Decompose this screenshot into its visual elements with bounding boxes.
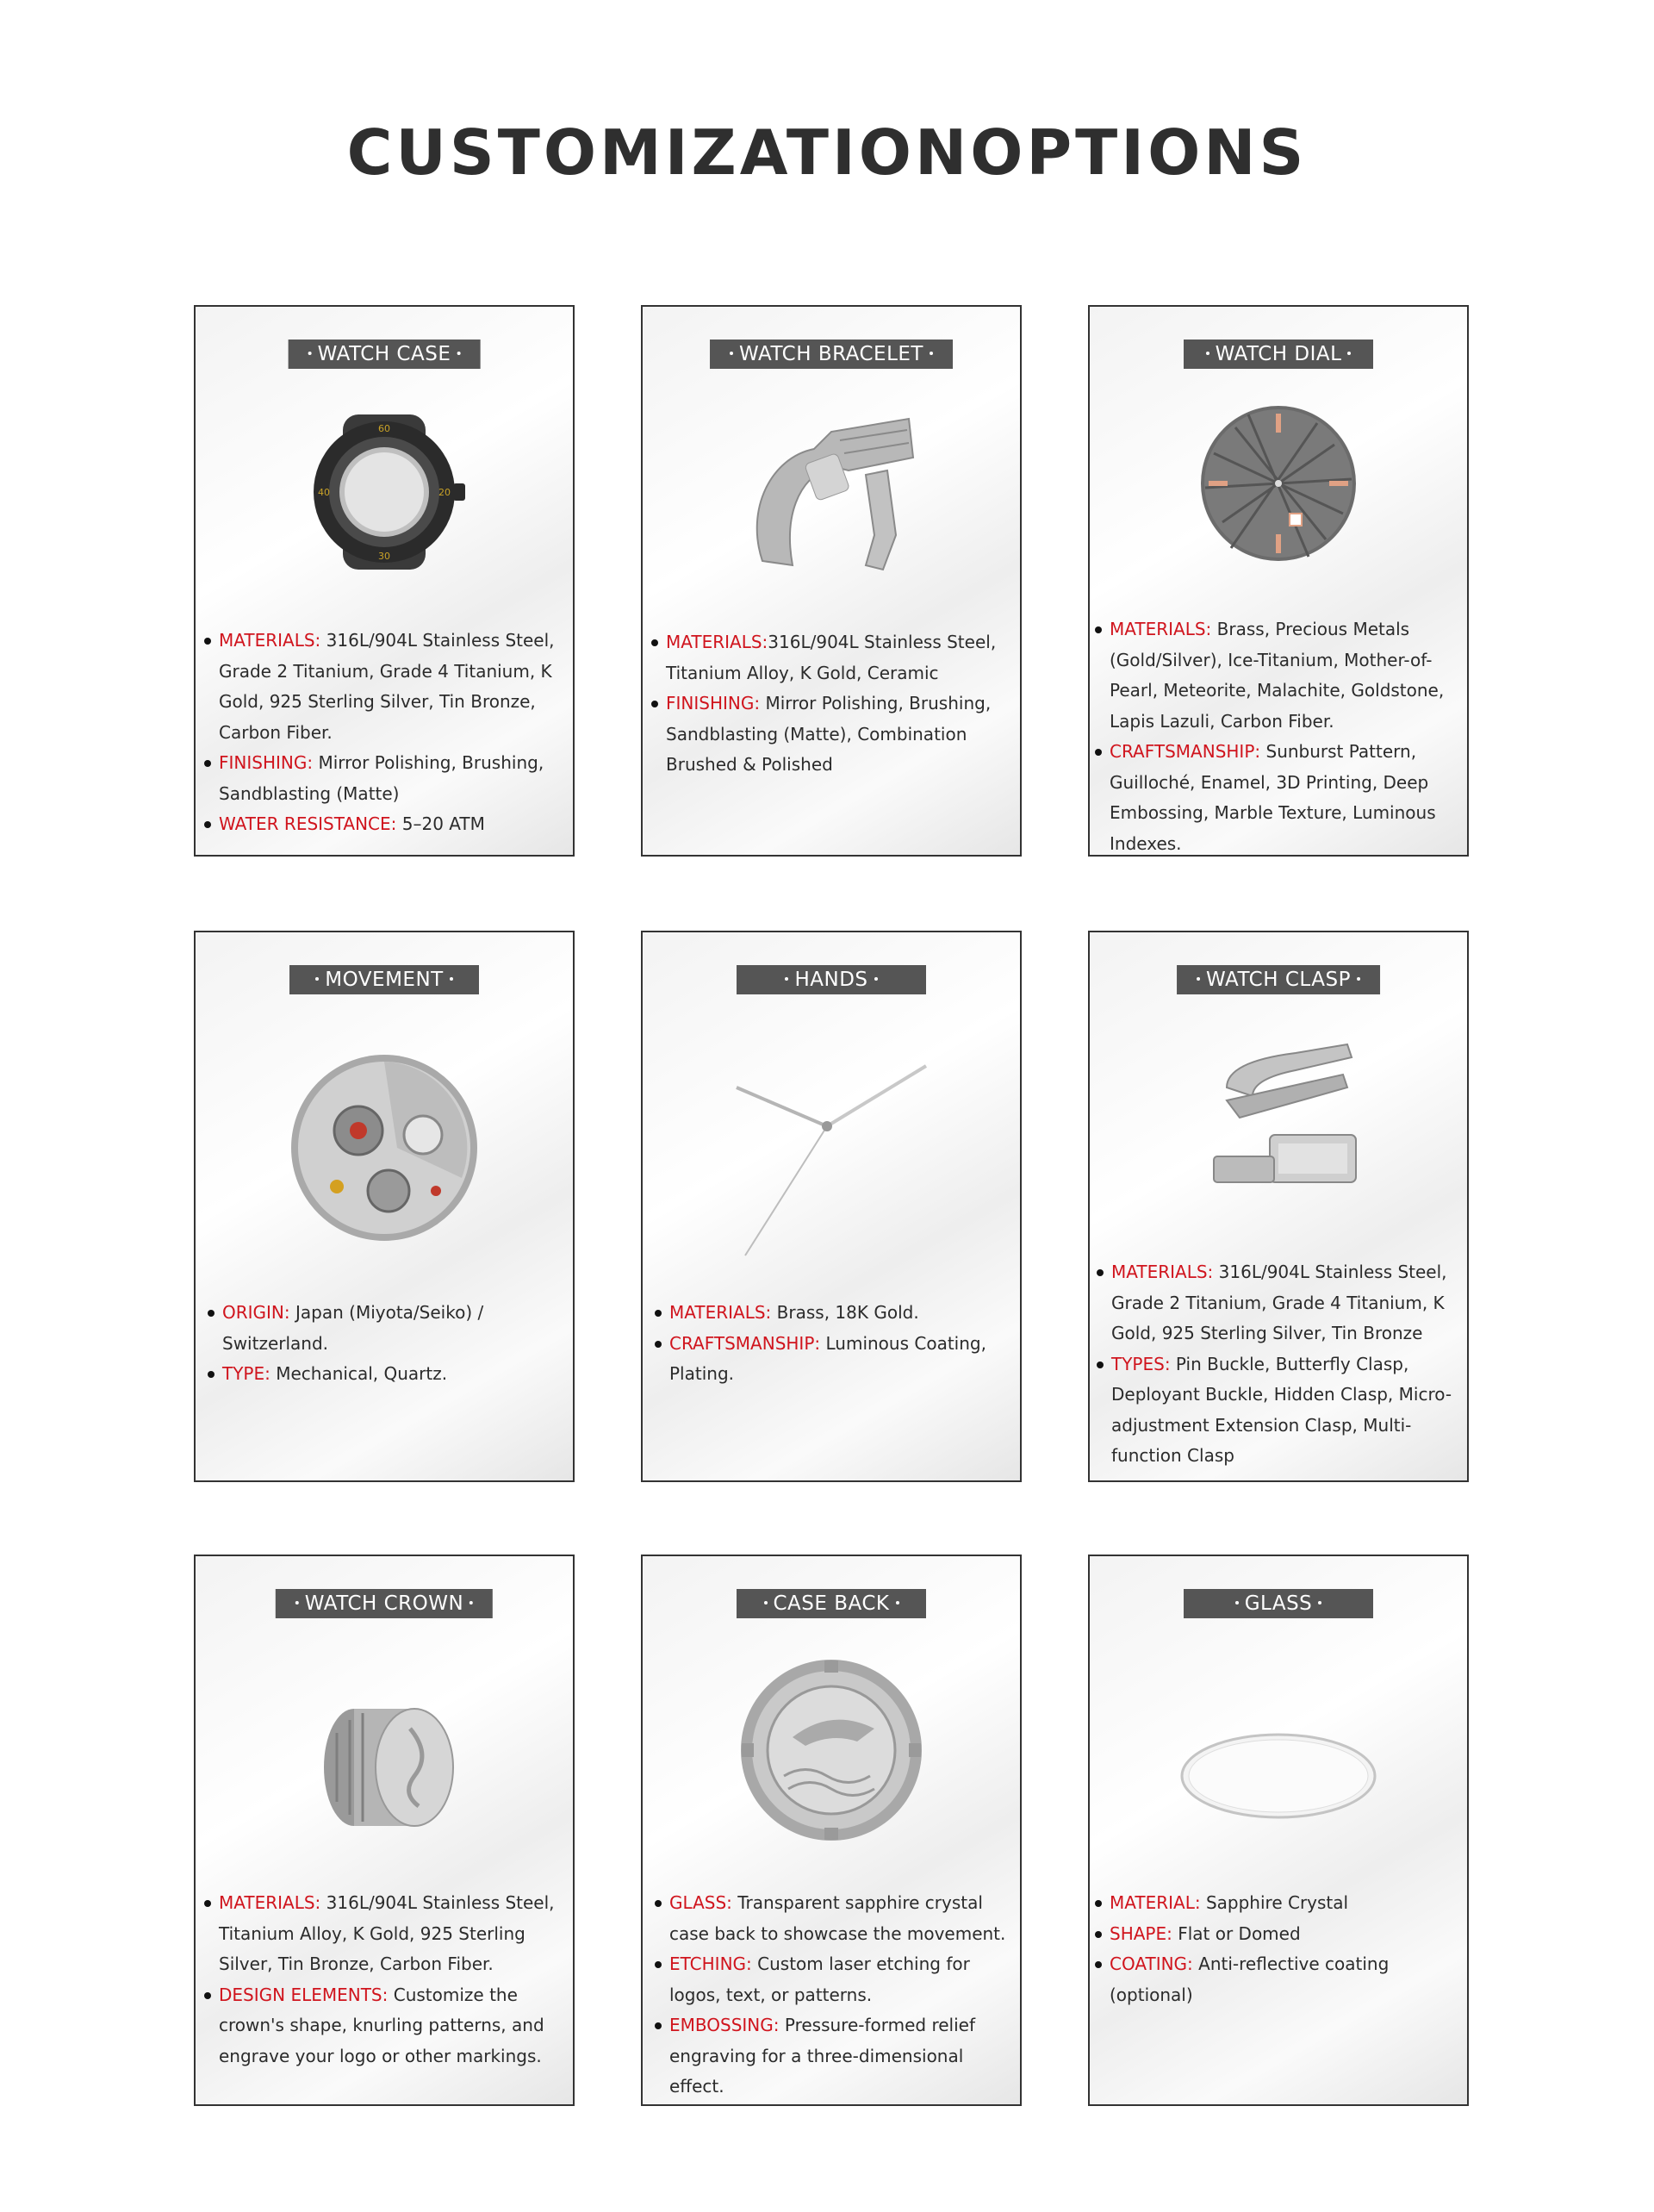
card-title	[1184, 340, 1373, 369]
spec-label: MATERIALS:	[666, 632, 768, 652]
spec-text: Brass, 18K Gold.	[771, 1302, 919, 1323]
spec-label: CRAFTSMANSHIP:	[669, 1332, 821, 1354]
spec-list	[1095, 614, 1460, 857]
spec-item	[655, 1949, 1013, 2010]
spec-label: SHAPE:	[1110, 1922, 1172, 1944]
spec-item	[1097, 1349, 1460, 1472]
spec-list	[655, 1298, 1013, 1390]
spec-item	[1095, 1919, 1460, 1950]
card-title-text: WATCH DIAL	[1215, 343, 1342, 365]
spec-text: Pressure-formed relief engraving for a three-dimensional effect.	[669, 2015, 976, 2097]
spec-text: 316L/904L Stainless Steel, Grade 2 Titanium, Grade 4 Titanium, K Gold, 925 Sterling Silver, Tin Bronze, Carbon Fiber.	[219, 630, 555, 743]
spec-label: CRAFTSMANSHIP:	[1110, 741, 1261, 762]
watch-crown-icon	[311, 1694, 457, 1841]
spec-text: Transparent sapphire crystal case back to showcase the movement.	[669, 1892, 1006, 1944]
spec-list	[208, 1298, 566, 1390]
spec-item	[1095, 1949, 1460, 2010]
spec-label: EMBOSSING:	[669, 2015, 780, 2035]
spec-label: MATERIALS:	[1110, 619, 1212, 639]
spec-item	[651, 689, 1013, 781]
spec-list	[1097, 1257, 1460, 1472]
spec-text: Mirror Polishing, Brushing, Sandblasting (Matte), Combination Brushed & Polished	[666, 693, 992, 775]
spec-label: WATER RESISTANCE:	[219, 813, 397, 834]
spec-item	[655, 1888, 1013, 1949]
spec-list	[1095, 1888, 1460, 2010]
spec-text: 316L/904L Stainless Steel, Titanium Alloy, K Gold, 925 Sterling Silver, Tin Bronze, Carbon Fiber.	[219, 1892, 555, 1974]
spec-item	[204, 748, 566, 809]
card-glass	[1088, 1555, 1469, 2106]
spec-label: MATERIALS:	[219, 1892, 321, 1913]
spec-text: 316L/904L Stainless Steel, Grade 2 Titanium, Grade 4 Titanium, K Gold, 925 Sterling Silver, Tin Bronze	[1111, 1262, 1447, 1343]
watch-dial-icon	[1197, 402, 1360, 565]
spec-list	[204, 1888, 566, 2072]
card-title	[1177, 965, 1380, 994]
spec-label: MATERIALS:	[669, 1302, 772, 1323]
spec-item	[1095, 1888, 1460, 1919]
spec-label: MATERIALS:	[1111, 1262, 1214, 1282]
spec-label: MATERIAL:	[1110, 1892, 1201, 1913]
spec-label: DESIGN ELEMENTS:	[219, 1984, 389, 2005]
spec-item	[655, 1298, 1013, 1329]
spec-label: COATING:	[1110, 1953, 1193, 1974]
spec-item	[1095, 614, 1460, 737]
spec-text: Flat or Domed	[1172, 1922, 1301, 1944]
card-title	[710, 340, 953, 369]
spec-label: GLASS:	[669, 1892, 732, 1913]
card-title-text: MOVEMENT	[325, 969, 444, 991]
spec-item	[204, 809, 566, 840]
watch-hands-icon	[728, 1062, 935, 1260]
card-watch-crown	[194, 1555, 575, 2106]
card-title-text: GLASS	[1244, 1592, 1313, 1615]
svg-text:30: 30	[378, 551, 390, 562]
card-watch-bracelet	[641, 305, 1022, 857]
spec-label: MATERIALS:	[219, 630, 321, 651]
spec-item	[208, 1359, 566, 1390]
spec-list	[655, 1888, 1013, 2103]
spec-text: Luminous Coating, Plating.	[669, 1332, 986, 1384]
spec-text: Customize the crown's shape, knurling patterns, and engrave your logo or other markings.	[219, 1984, 544, 2066]
spec-text: Sunburst Pattern, Guilloché, Enamel, 3D Printing, Deep Embossing, Marble Texture, Luminous Indexes.	[1110, 741, 1436, 854]
card-title	[276, 1589, 493, 1618]
spec-item	[655, 1329, 1013, 1390]
page-title: CUSTOMIZATIONOPTIONS	[346, 116, 1308, 189]
card-title	[737, 965, 926, 994]
card-title	[1184, 1589, 1373, 1618]
sapphire-glass-icon	[1175, 1729, 1382, 1823]
svg-text:20: 20	[438, 487, 451, 498]
spec-text: 5–20 ATM	[396, 813, 485, 834]
case-back-icon	[737, 1655, 926, 1845]
card-title-text: WATCH CASE	[317, 343, 451, 365]
watch-bracelet-icon	[737, 406, 926, 578]
watch-clasp-icon	[1192, 1036, 1365, 1208]
watch-case-icon	[298, 406, 470, 578]
card-title	[289, 340, 481, 369]
svg-text:60: 60	[378, 423, 390, 434]
spec-item	[208, 1298, 566, 1359]
spec-label: FINISHING:	[219, 752, 314, 773]
card-title-text: HANDS	[794, 969, 868, 991]
card-watch-clasp	[1088, 931, 1469, 1482]
spec-list	[204, 626, 566, 840]
spec-text: Mirror Polishing, Brushing, Sandblasting (Matte)	[219, 752, 544, 804]
spec-label: TYPE:	[222, 1363, 270, 1384]
spec-item	[204, 1888, 566, 1980]
card-title-text: CASE BACK	[773, 1592, 890, 1615]
spec-text: 316L/904L Stainless Steel, Titanium Alloy, K Gold, Ceramic	[666, 632, 997, 683]
spec-text: Brass, Precious Metals (Gold/Silver), Ice-Titanium, Mother-of-Pearl, Meteorite, Malachite, Goldstone, Lapis Lazuli, Carbon Fiber.	[1110, 619, 1445, 732]
card-movement	[194, 931, 575, 1482]
card-watch-dial	[1088, 305, 1469, 857]
spec-label: TYPES:	[1111, 1353, 1171, 1374]
svg-text:40: 40	[318, 487, 330, 498]
spec-text: Pin Buckle, Butterfly Clasp, Deployant Buckle, Hidden Clasp, Micro-adjustment Extension Clasp, Multi-function Clasp	[1111, 1353, 1452, 1466]
spec-item	[651, 627, 1013, 689]
spec-text: Japan (Miyota/Seiko) / Switzerland.	[222, 1302, 484, 1354]
spec-label: ORIGIN:	[222, 1302, 290, 1323]
spec-item	[655, 2010, 1013, 2103]
movement-icon	[285, 1049, 483, 1247]
card-title-text: WATCH CLASP	[1206, 969, 1351, 991]
spec-item	[204, 626, 566, 748]
card-title	[289, 965, 479, 994]
spec-item	[1095, 737, 1460, 857]
spec-item	[1097, 1257, 1460, 1349]
spec-item	[204, 1980, 566, 2072]
card-title-text: WATCH BRACELET	[739, 343, 923, 365]
card-title	[737, 1589, 926, 1618]
card-watch-case	[194, 305, 575, 857]
spec-text: Anti-reflective coating (optional)	[1110, 1953, 1390, 2005]
spec-list	[651, 627, 1013, 781]
spec-text: Mechanical, Quartz.	[270, 1363, 448, 1384]
spec-text: Custom laser etching for logos, text, or patterns.	[669, 1953, 970, 2005]
spec-label: ETCHING:	[669, 1953, 752, 1974]
spec-label: FINISHING:	[666, 693, 761, 713]
card-title-text: WATCH CROWN	[304, 1592, 464, 1615]
spec-text: Sapphire Crystal	[1200, 1892, 1349, 1913]
card-case-back	[641, 1555, 1022, 2106]
card-hands	[641, 931, 1022, 1482]
